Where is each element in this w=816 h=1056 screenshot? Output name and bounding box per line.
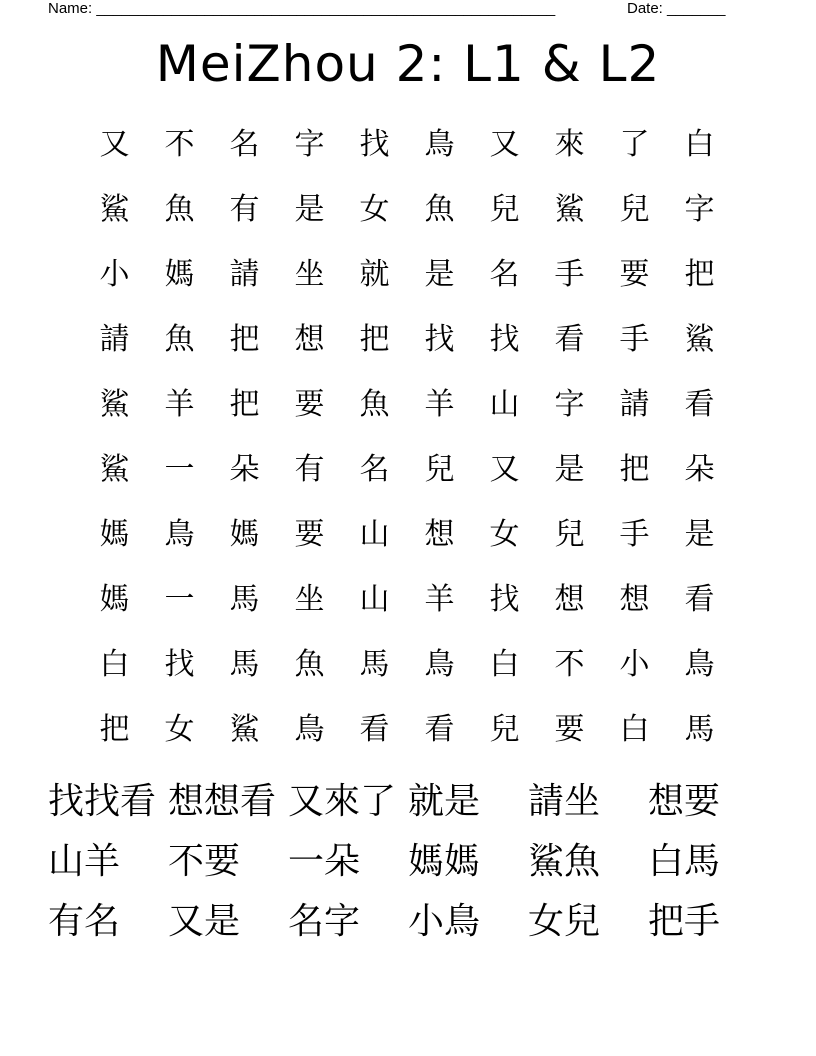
grid-character: 把 — [229, 386, 260, 422]
grid-character: 字 — [684, 191, 715, 227]
grid-character: 是 — [294, 191, 325, 227]
grid-character: 要 — [619, 256, 650, 292]
page-title: MeiZhou 2: L1 & L2 — [155, 35, 661, 93]
vocabulary-word: 一朵 — [288, 841, 361, 882]
grid-character: 名 — [489, 256, 520, 292]
grid-character: 找 — [489, 321, 520, 357]
grid-character: 兒 — [554, 516, 585, 552]
grid-character: 白 — [619, 711, 650, 747]
grid-character: 看 — [684, 581, 715, 617]
vocabulary-word: 把手 — [648, 901, 721, 942]
grid-character: 羊 — [164, 386, 195, 422]
grid-character: 要 — [554, 711, 585, 747]
grid-character: 鳥 — [424, 646, 455, 682]
grid-character: 手 — [619, 321, 650, 357]
grid-character: 把 — [684, 256, 715, 292]
grid-character: 找 — [359, 126, 390, 162]
grid-character: 鳥 — [684, 646, 715, 682]
grid-character: 白 — [99, 646, 130, 682]
grid-character: 找 — [164, 646, 195, 682]
grid-character: 把 — [359, 321, 390, 357]
vocabulary-word: 白馬 — [648, 841, 721, 882]
grid-character: 鯊 — [99, 191, 130, 227]
vocabulary-word: 鯊魚 — [528, 841, 601, 882]
grid-character: 看 — [359, 711, 390, 747]
grid-character: 字 — [554, 386, 585, 422]
grid-character: 看 — [684, 386, 715, 422]
vocabulary-word: 找找看 — [48, 781, 157, 822]
grid-character: 想 — [294, 321, 325, 357]
grid-character: 兒 — [619, 191, 650, 227]
name-field-label: Name: _______________________________________________________ — [48, 0, 556, 17]
grid-character: 看 — [424, 711, 455, 747]
grid-character: 來 — [554, 126, 585, 162]
grid-character: 想 — [424, 516, 455, 552]
grid-character: 兒 — [489, 191, 520, 227]
grid-character: 小 — [619, 646, 650, 682]
grid-character: 兒 — [424, 451, 455, 487]
grid-character: 想 — [554, 581, 585, 617]
grid-character: 羊 — [424, 386, 455, 422]
grid-character: 一 — [164, 581, 195, 617]
grid-character: 羊 — [424, 581, 455, 617]
grid-character: 魚 — [359, 386, 390, 422]
grid-character: 朵 — [229, 451, 260, 487]
grid-character: 鯊 — [229, 711, 260, 747]
grid-character: 請 — [619, 386, 650, 422]
grid-character: 鳥 — [294, 711, 325, 747]
vocabulary-word: 就是 — [408, 781, 481, 822]
vocabulary-word: 名字 — [288, 901, 361, 942]
grid-character: 馬 — [229, 581, 260, 617]
grid-character: 媽 — [99, 516, 130, 552]
date-field-label: Date: _______ — [627, 0, 726, 17]
grid-character: 名 — [229, 126, 260, 162]
character-grid — [82, 112, 732, 762]
grid-character: 找 — [489, 581, 520, 617]
grid-character: 鯊 — [99, 386, 130, 422]
grid-character: 魚 — [164, 321, 195, 357]
grid-character: 女 — [489, 516, 520, 552]
grid-character: 是 — [684, 516, 715, 552]
grid-character: 媽 — [164, 256, 195, 292]
grid-character: 媽 — [99, 581, 130, 617]
grid-character: 鳥 — [164, 516, 195, 552]
grid-character: 魚 — [294, 646, 325, 682]
vocabulary-word: 又來了 — [288, 781, 397, 822]
grid-character: 是 — [554, 451, 585, 487]
grid-character: 找 — [424, 321, 455, 357]
grid-character: 有 — [294, 451, 325, 487]
vocabulary-word: 想要 — [648, 781, 721, 822]
grid-character: 想 — [619, 581, 650, 617]
vocabulary-word: 小鳥 — [408, 901, 481, 942]
grid-character: 不 — [554, 646, 585, 682]
grid-character: 坐 — [294, 581, 325, 617]
grid-character: 兒 — [489, 711, 520, 747]
grid-character: 了 — [619, 126, 650, 162]
grid-character: 媽 — [229, 516, 260, 552]
grid-character: 女 — [164, 711, 195, 747]
grid-character: 又 — [99, 126, 130, 162]
header-line — [48, 0, 748, 18]
vocabulary-word: 又是 — [168, 901, 241, 942]
grid-character: 請 — [99, 321, 130, 357]
grid-character: 把 — [619, 451, 650, 487]
grid-character: 鯊 — [99, 451, 130, 487]
grid-character: 鳥 — [424, 126, 455, 162]
grid-character: 不 — [164, 126, 195, 162]
grid-character: 魚 — [424, 191, 455, 227]
grid-character: 手 — [554, 256, 585, 292]
vocabulary-word: 媽媽 — [408, 841, 481, 882]
grid-character: 請 — [229, 256, 260, 292]
vocabulary-word: 請坐 — [528, 781, 601, 822]
grid-character: 要 — [294, 386, 325, 422]
grid-character: 朵 — [684, 451, 715, 487]
grid-character: 又 — [489, 126, 520, 162]
grid-character: 馬 — [684, 711, 715, 747]
grid-character: 把 — [229, 321, 260, 357]
vocabulary-word: 不要 — [168, 841, 241, 882]
grid-character: 山 — [489, 386, 520, 422]
word-list — [48, 772, 768, 952]
grid-character: 鯊 — [554, 191, 585, 227]
grid-character: 鯊 — [684, 321, 715, 357]
grid-character: 山 — [359, 516, 390, 552]
grid-character: 女 — [359, 191, 390, 227]
grid-character: 又 — [489, 451, 520, 487]
grid-character: 有 — [229, 191, 260, 227]
grid-character: 馬 — [359, 646, 390, 682]
vocabulary-word: 山羊 — [48, 841, 121, 882]
grid-character: 名 — [359, 451, 390, 487]
grid-character: 魚 — [164, 191, 195, 227]
grid-character: 白 — [684, 126, 715, 162]
grid-character: 坐 — [294, 256, 325, 292]
grid-character: 一 — [164, 451, 195, 487]
grid-character: 要 — [294, 516, 325, 552]
vocabulary-word: 女兒 — [528, 901, 601, 942]
vocabulary-word: 想想看 — [168, 781, 277, 822]
grid-character: 手 — [619, 516, 650, 552]
grid-character: 字 — [294, 126, 325, 162]
grid-character: 是 — [424, 256, 455, 292]
grid-character: 馬 — [229, 646, 260, 682]
grid-character: 把 — [99, 711, 130, 747]
grid-character: 小 — [99, 256, 130, 292]
grid-character: 看 — [554, 321, 585, 357]
grid-character: 山 — [359, 581, 390, 617]
grid-character: 就 — [359, 256, 390, 292]
grid-character: 白 — [489, 646, 520, 682]
vocabulary-word: 有名 — [48, 901, 121, 942]
